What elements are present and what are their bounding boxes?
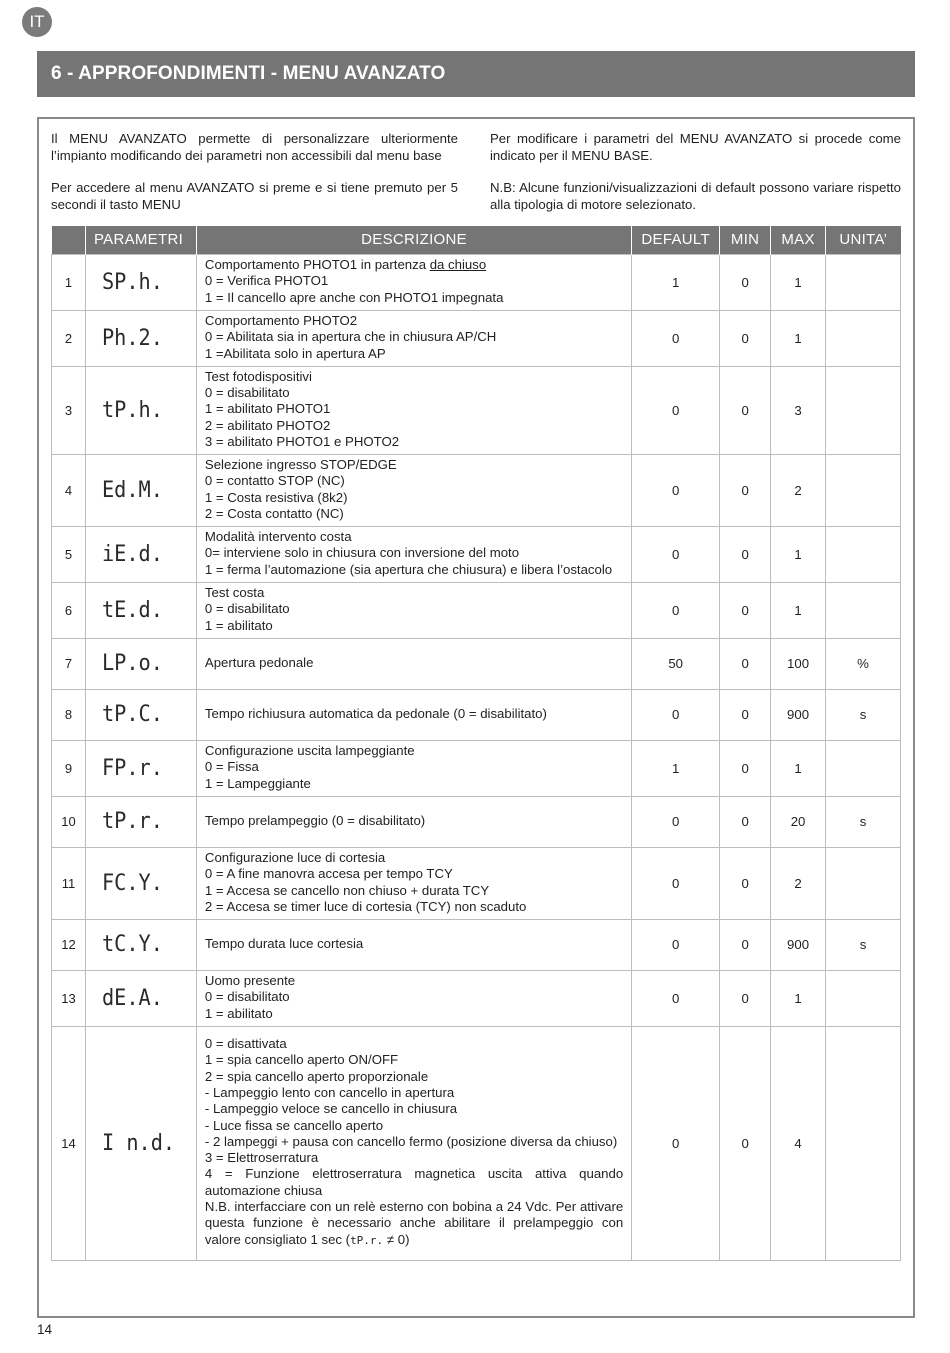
unit-value xyxy=(826,740,901,796)
header-min: MIN xyxy=(720,226,771,254)
unit-value xyxy=(826,254,901,310)
parameters-table xyxy=(51,226,901,1261)
min-value: 0 xyxy=(720,526,771,582)
default-value: 1 xyxy=(632,740,720,796)
min-value: 0 xyxy=(720,847,771,919)
row-index: 11 xyxy=(52,847,86,919)
row-description: Comportamento PHOTO1 in partenza da chiuso 0 = Verifica PHOTO1 1 = Il cancello apre anche con PHOTO1 impegnata xyxy=(196,254,631,310)
max-value: 1 xyxy=(771,970,826,1026)
unit-value: s xyxy=(826,689,901,740)
header-parametri: PARAMETRI xyxy=(85,226,196,254)
row-index: 3 xyxy=(52,366,86,454)
parameter-code: iE.d. xyxy=(85,526,196,582)
unit-value xyxy=(826,310,901,366)
table-row xyxy=(52,796,901,847)
min-value: 0 xyxy=(720,582,771,638)
min-value: 0 xyxy=(720,796,771,847)
row-index: 4 xyxy=(52,454,86,526)
row-index: 9 xyxy=(52,740,86,796)
parameter-code: Ph.2. xyxy=(85,310,196,366)
header-index xyxy=(52,226,86,254)
unit-value: s xyxy=(826,796,901,847)
page-number: 14 xyxy=(37,1322,53,1337)
table-row xyxy=(52,454,901,526)
default-value: 0 xyxy=(632,970,720,1026)
unit-value xyxy=(826,970,901,1026)
parameter-code: tP.C. xyxy=(85,689,196,740)
row-description: Modalità intervento costa 0= interviene solo in chiusura con inversione del moto 1 = ferma l’automazione (sia apertura che chiusura) e libera l’ostacolo xyxy=(196,526,631,582)
max-value: 1 xyxy=(771,526,826,582)
max-value: 1 xyxy=(771,582,826,638)
min-value: 0 xyxy=(720,366,771,454)
max-value: 100 xyxy=(771,638,826,689)
header-descrizione: DESCRIZIONE xyxy=(196,226,631,254)
row-index: 6 xyxy=(52,582,86,638)
row-index: 13 xyxy=(52,970,86,1026)
default-value: 0 xyxy=(632,310,720,366)
intro-paragraph: Per accedere al menu AVANZATO si preme e si tiene premuto per 5 secondi il tasto MENU xyxy=(51,180,458,212)
default-value: 0 xyxy=(632,1026,720,1260)
default-value: 0 xyxy=(632,526,720,582)
intro-right-column xyxy=(490,131,901,229)
min-value: 0 xyxy=(720,638,771,689)
table-row xyxy=(52,582,901,638)
table-row xyxy=(52,254,901,310)
table-header-row xyxy=(52,226,901,254)
unit-value xyxy=(826,582,901,638)
min-value: 0 xyxy=(720,919,771,970)
header-max: MAX xyxy=(771,226,826,254)
max-value: 2 xyxy=(771,454,826,526)
table-row xyxy=(52,1026,901,1260)
parameter-code: dE.A. xyxy=(85,970,196,1026)
row-description: Comportamento PHOTO2 0 = Abilitata sia in apertura che in chiusura AP/CH 1 =Abilitata solo in apertura AP xyxy=(196,310,631,366)
table-row xyxy=(52,919,901,970)
max-value: 900 xyxy=(771,689,826,740)
max-value: 4 xyxy=(771,1026,826,1260)
row-description: Configurazione uscita lampeggiante 0 = Fissa 1 = Lampeggiante xyxy=(196,740,631,796)
parameter-code: FC.Y. xyxy=(85,847,196,919)
row-description: Uomo presente 0 = disabilitato 1 = abilitato xyxy=(196,970,631,1026)
max-value: 1 xyxy=(771,254,826,310)
min-value: 0 xyxy=(720,970,771,1026)
unit-value xyxy=(826,454,901,526)
header-default: DEFAULT xyxy=(632,226,720,254)
parameter-code: I n.d. xyxy=(85,1026,196,1260)
parameter-code: LP.o. xyxy=(85,638,196,689)
min-value: 0 xyxy=(720,689,771,740)
min-value: 0 xyxy=(720,1026,771,1260)
parameter-code: SP.h. xyxy=(85,254,196,310)
min-value: 0 xyxy=(720,254,771,310)
row-index: 10 xyxy=(52,796,86,847)
max-value: 900 xyxy=(771,919,826,970)
row-index: 7 xyxy=(52,638,86,689)
parameter-code: tP.h. xyxy=(85,366,196,454)
unit-value xyxy=(826,366,901,454)
max-value: 1 xyxy=(771,740,826,796)
table-row xyxy=(52,847,901,919)
table-row xyxy=(52,638,901,689)
row-index: 8 xyxy=(52,689,86,740)
parameter-code: Ed.M. xyxy=(85,454,196,526)
default-value: 0 xyxy=(632,582,720,638)
max-value: 1 xyxy=(771,310,826,366)
parameter-code: tC.Y. xyxy=(85,919,196,970)
row-description: Apertura pedonale xyxy=(196,638,631,689)
intro-left-column xyxy=(51,131,458,229)
row-index: 12 xyxy=(52,919,86,970)
header-unita: UNITA’ xyxy=(826,226,901,254)
row-index: 14 xyxy=(52,1026,86,1260)
unit-value: % xyxy=(826,638,901,689)
row-description: Configurazione luce di cortesia 0 = A fine manovra accesa per tempo TCY 1 = Accesa se cancello non chiuso + durata TCY 2 = Accesa se timer luce di cortesia (TCY) non scaduto xyxy=(196,847,631,919)
intro-paragraph: Il MENU AVANZATO permette di personalizzare ulteriormente l’impianto modificando dei parametri non accessibili dal menu base xyxy=(51,131,458,163)
row-index: 2 xyxy=(52,310,86,366)
unit-value xyxy=(826,847,901,919)
parameter-code: tE.d. xyxy=(85,582,196,638)
parameter-code: FP.r. xyxy=(85,740,196,796)
default-value: 0 xyxy=(632,454,720,526)
row-description: Test fotodispositivi 0 = disabilitato 1 = abilitato PHOTO1 2 = abilitato PHOTO2 3 = abilitato PHOTO1 e PHOTO2 xyxy=(196,366,631,454)
intro-paragraph: Per modificare i parametri del MENU AVANZATO si procede come indicato per il MENU BASE. xyxy=(490,131,901,163)
default-value: 0 xyxy=(632,847,720,919)
default-value: 50 xyxy=(632,638,720,689)
table-row xyxy=(52,970,901,1026)
table-row xyxy=(52,740,901,796)
default-value: 0 xyxy=(632,366,720,454)
row-description: Selezione ingresso STOP/EDGE 0 = contatto STOP (NC) 1 = Costa resistiva (8k2) 2 = Costa contatto (NC) xyxy=(196,454,631,526)
row-index: 1 xyxy=(52,254,86,310)
table-row xyxy=(52,689,901,740)
parameter-code: tP.r. xyxy=(85,796,196,847)
row-description: 0 = disattivata 1 = spia cancello aperto ON/OFF 2 = spia cancello aperto proporzionale - Lampeggio lento con cancello in apertura - Lampeggio veloce se cancello in chiusura - Luce fissa se cancello aperto - 2 lampeggi + pausa con cancello fermo (posizione diversa da chiuso) 3 = Elettroserratura 4 = Funzione elettroserratura magnetica uscita attiva quando automazione chiusa N.B. interfacciare con un relè esterno con bobina a 24 Vdc. Per attivare questa funzione è necessario anche abilitare il prelampeggio con valore consigliato 1 sec (tP.r. ≠ 0) xyxy=(196,1026,631,1260)
row-description: Tempo prelampeggio (0 = disabilitato) xyxy=(196,796,631,847)
unit-value xyxy=(826,526,901,582)
intro-paragraph: N.B: Alcune funzioni/visualizzazioni di default possono variare rispetto alla tipologia di motore selezionato. xyxy=(490,180,901,212)
unit-value xyxy=(826,1026,901,1260)
max-value: 2 xyxy=(771,847,826,919)
default-value: 1 xyxy=(632,254,720,310)
row-description: Test costa 0 = disabilitato 1 = abilitato xyxy=(196,582,631,638)
min-value: 0 xyxy=(720,454,771,526)
table-row xyxy=(52,310,901,366)
unit-value: s xyxy=(826,919,901,970)
min-value: 0 xyxy=(720,740,771,796)
default-value: 0 xyxy=(632,919,720,970)
row-description: Tempo richiusura automatica da pedonale (0 = disabilitato) xyxy=(196,689,631,740)
max-value: 3 xyxy=(771,366,826,454)
row-index: 5 xyxy=(52,526,86,582)
default-value: 0 xyxy=(632,796,720,847)
row-description: Tempo durata luce cortesia xyxy=(196,919,631,970)
max-value: 20 xyxy=(771,796,826,847)
section-title: 6 - APPROFONDIMENTI - MENU AVANZATO xyxy=(37,51,915,97)
default-value: 0 xyxy=(632,689,720,740)
min-value: 0 xyxy=(720,310,771,366)
language-badge: IT xyxy=(22,7,52,37)
table-row xyxy=(52,366,901,454)
table-row xyxy=(52,526,901,582)
